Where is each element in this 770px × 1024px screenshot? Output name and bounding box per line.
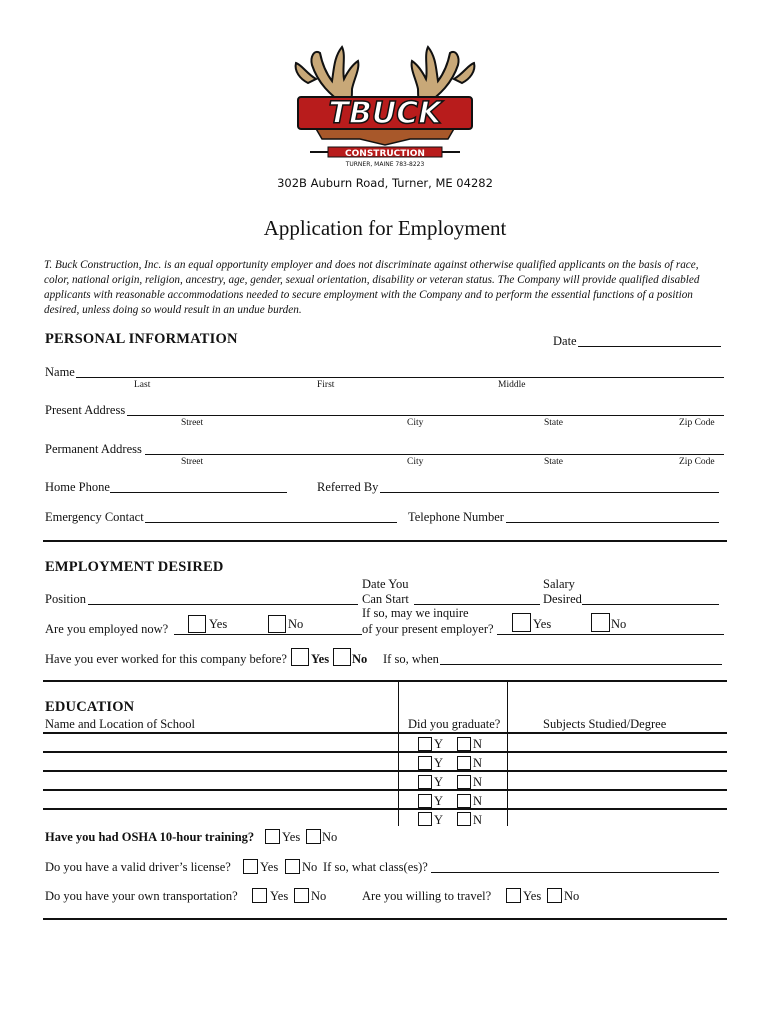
permanent-state-caption: State bbox=[544, 457, 563, 467]
transportation-yes-checkbox[interactable] bbox=[252, 888, 267, 903]
logo-tagline-text: TURNER, MAINE 783-8223 bbox=[345, 161, 425, 168]
worked-before-no-label: No bbox=[352, 652, 368, 666]
transportation-no-checkbox[interactable] bbox=[294, 888, 309, 903]
worked-before-label: Have you ever worked for this company before? bbox=[45, 652, 287, 666]
inquire-label: If so, may we inquire bbox=[362, 606, 469, 620]
grad-no-checkbox[interactable] bbox=[457, 812, 471, 826]
license-yes-label: Yes bbox=[260, 860, 279, 874]
present-state-caption: State bbox=[544, 418, 563, 428]
grad-no-label: N bbox=[473, 775, 483, 789]
section-divider bbox=[43, 540, 727, 542]
emergency-contact-field[interactable] bbox=[145, 522, 397, 523]
education-row-line bbox=[43, 808, 727, 810]
antler-logo-graphic bbox=[290, 35, 480, 170]
license-class-field[interactable] bbox=[431, 872, 719, 873]
referred-by-field[interactable] bbox=[380, 492, 719, 493]
desired-label: Desired bbox=[543, 592, 582, 606]
grad-no-label: N bbox=[473, 794, 483, 808]
permanent-city-caption: City bbox=[407, 457, 424, 467]
permanent-address-label: Permanent Address bbox=[45, 442, 142, 456]
graduate-column-header: Did you graduate? bbox=[408, 717, 501, 731]
name-label: Name bbox=[45, 365, 75, 379]
date-field[interactable] bbox=[578, 346, 721, 347]
education-row-line bbox=[43, 732, 727, 734]
name-field[interactable] bbox=[76, 377, 724, 378]
present-address-label: Present Address bbox=[45, 403, 126, 417]
company-logo bbox=[290, 35, 480, 170]
employed-no-label: No bbox=[288, 617, 304, 631]
license-yes-checkbox[interactable] bbox=[243, 859, 258, 874]
inquire-no-checkbox[interactable] bbox=[591, 613, 610, 632]
inquire-yes-checkbox[interactable] bbox=[512, 613, 531, 632]
present-street-caption: Street bbox=[181, 418, 204, 428]
date-you-label: Date You bbox=[362, 577, 409, 591]
name-last-caption: Last bbox=[134, 380, 151, 390]
travel-yes-checkbox[interactable] bbox=[506, 888, 521, 903]
grad-no-checkbox[interactable] bbox=[457, 794, 471, 808]
company-address: 302B Auburn Road, Turner, ME 04282 bbox=[277, 176, 493, 190]
osha-no-checkbox[interactable] bbox=[306, 829, 321, 844]
section-divider bbox=[43, 918, 727, 920]
position-label: Position bbox=[45, 592, 86, 606]
start-date-field[interactable] bbox=[414, 604, 540, 605]
emergency-contact-label: Emergency Contact bbox=[45, 510, 144, 524]
education-col-divider bbox=[398, 682, 399, 826]
if-so-when-field[interactable] bbox=[440, 664, 722, 665]
section-education-heading: EDUCATION bbox=[45, 699, 135, 715]
travel-label: Are you willing to travel? bbox=[362, 889, 492, 903]
present-address-field[interactable] bbox=[127, 415, 724, 416]
home-phone-label: Home Phone bbox=[45, 480, 110, 494]
grad-no-label: N bbox=[473, 813, 483, 827]
subjects-column-header: Subjects Studied/Degree bbox=[543, 717, 667, 731]
name-middle-caption: Middle bbox=[498, 380, 526, 390]
present-city-caption: City bbox=[407, 418, 424, 428]
home-phone-field[interactable] bbox=[110, 492, 287, 493]
license-no-checkbox[interactable] bbox=[285, 859, 300, 874]
position-field[interactable] bbox=[88, 604, 358, 605]
school-column-header: Name and Location of School bbox=[45, 717, 195, 731]
inquire-no-label: No bbox=[611, 617, 627, 631]
date-label: Date bbox=[553, 334, 577, 348]
referred-by-label: Referred By bbox=[317, 480, 379, 494]
inquire-yes-label: Yes bbox=[533, 617, 552, 631]
transportation-yes-label: Yes bbox=[270, 889, 289, 903]
present-employer-label: of your present employer? bbox=[362, 622, 494, 636]
osha-label: Have you had OSHA 10-hour training? bbox=[45, 830, 255, 844]
grad-yes-label: Y bbox=[434, 813, 444, 827]
section-employment-heading: EMPLOYMENT DESIRED bbox=[45, 559, 224, 575]
telephone-number-field[interactable] bbox=[506, 522, 719, 523]
employed-no-checkbox[interactable] bbox=[268, 615, 286, 633]
transportation-label: Do you have your own transportation? bbox=[45, 889, 238, 903]
travel-no-checkbox[interactable] bbox=[547, 888, 562, 903]
education-row-line bbox=[43, 789, 727, 791]
logo-brand-text: TBUCK bbox=[328, 96, 442, 131]
worked-before-yes-label: Yes bbox=[311, 652, 330, 666]
grad-no-label: N bbox=[473, 756, 483, 770]
employed-yes-label: Yes bbox=[209, 617, 228, 631]
permanent-zip-caption: Zip Code bbox=[679, 457, 715, 467]
employed-now-label: Are you employed now? bbox=[45, 622, 169, 636]
grad-yes-label: Y bbox=[434, 794, 444, 808]
osha-no-label: No bbox=[322, 830, 338, 844]
osha-yes-checkbox[interactable] bbox=[265, 829, 280, 844]
permanent-street-caption: Street bbox=[181, 457, 204, 467]
permanent-address-field[interactable] bbox=[145, 454, 724, 455]
grad-yes-label: Y bbox=[434, 756, 444, 770]
grad-yes-label: Y bbox=[434, 737, 444, 751]
education-row-line bbox=[43, 770, 727, 772]
telephone-number-label: Telephone Number bbox=[408, 510, 504, 524]
section-personal-heading: PERSONAL INFORMATION bbox=[45, 331, 238, 347]
grad-yes-checkbox[interactable] bbox=[418, 737, 432, 751]
transportation-no-label: No bbox=[311, 889, 327, 903]
grad-yes-label: Y bbox=[434, 775, 444, 789]
employed-yes-checkbox[interactable] bbox=[188, 615, 206, 633]
present-zip-caption: Zip Code bbox=[679, 418, 715, 428]
osha-yes-label: Yes bbox=[282, 830, 301, 844]
if-so-when-label: If so, when bbox=[383, 652, 439, 666]
education-row-line bbox=[43, 751, 727, 753]
grad-yes-checkbox[interactable] bbox=[418, 794, 432, 808]
inquire-underline bbox=[497, 634, 724, 635]
name-first-caption: First bbox=[317, 380, 335, 390]
license-no-label: No bbox=[302, 860, 318, 874]
can-start-label: Can Start bbox=[362, 592, 409, 606]
salary-label: Salary bbox=[543, 577, 575, 591]
grad-no-checkbox[interactable] bbox=[457, 756, 471, 770]
worked-before-yes-checkbox[interactable] bbox=[291, 648, 309, 666]
travel-yes-label: Yes bbox=[523, 889, 542, 903]
license-label: Do you have a valid driver’s license? bbox=[45, 860, 231, 874]
section-divider bbox=[43, 680, 727, 682]
eeo-disclaimer: T. Buck Construction, Inc. is an equal opportunity employer and does not discriminate against otherwise qualified applicants on the basis of race, color, national origin, religion, ancestry, age, gender, sexual orientation, disability or veteran status. The Company will provide qualified disabled applicants with reasonable accommodations needed to secure employment with the Company and to perform the essential functions of a position desired, unless doing so would result in an undue burden. bbox=[44, 259, 700, 316]
salary-desired-field[interactable] bbox=[582, 604, 719, 605]
education-col-divider bbox=[507, 682, 508, 826]
grad-no-label: N bbox=[473, 737, 483, 751]
grad-no-checkbox[interactable] bbox=[457, 775, 471, 789]
page-title: Application for Employment bbox=[263, 216, 507, 240]
grad-yes-checkbox[interactable] bbox=[418, 756, 432, 770]
grad-yes-checkbox[interactable] bbox=[418, 775, 432, 789]
logo-sub-text: CONSTRUCTION bbox=[345, 149, 425, 159]
employed-now-underline bbox=[174, 634, 362, 635]
grad-yes-checkbox[interactable] bbox=[418, 812, 432, 826]
grad-no-checkbox[interactable] bbox=[457, 737, 471, 751]
travel-no-label: No bbox=[564, 889, 580, 903]
license-class-label: If so, what class(es)? bbox=[323, 860, 428, 874]
worked-before-no-checkbox[interactable] bbox=[333, 648, 351, 666]
